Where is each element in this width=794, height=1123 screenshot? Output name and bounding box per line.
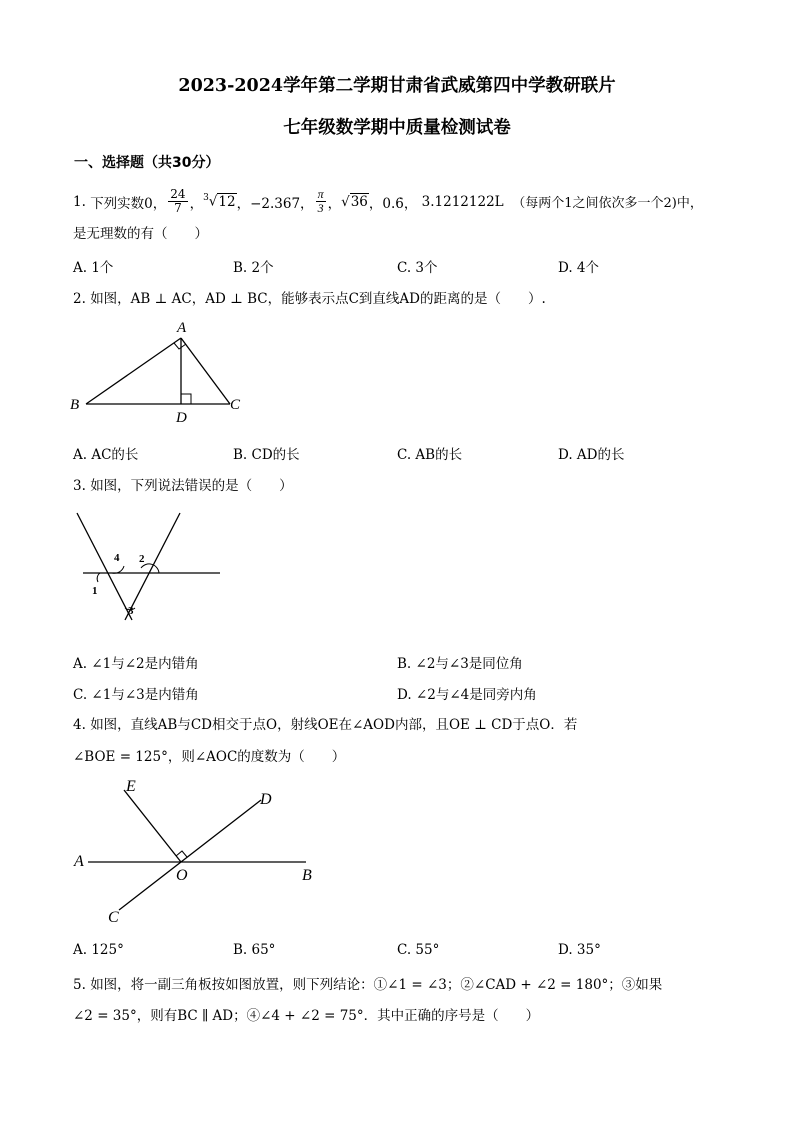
label-d: D — [176, 410, 187, 426]
question-number: 3. — [73, 478, 86, 494]
q1-number-string: 3.1212122L — [421, 193, 504, 210]
q1-note: （每两个1之间依次多一个2)中， — [512, 196, 703, 211]
label-b: B — [302, 867, 312, 884]
question-5-stem — [73, 973, 662, 993]
right-angle-mark-o — [176, 851, 187, 857]
q2-option-d[interactable]: D. AD的长 — [558, 447, 625, 463]
segment-ab — [86, 338, 181, 404]
label-e: E — [126, 778, 136, 795]
q4-option-d[interactable]: D. 35° — [558, 942, 601, 958]
label-4: 4 — [114, 552, 120, 564]
radicand: 36 — [350, 193, 368, 210]
question-number: 2. — [73, 291, 86, 307]
q2-triangle-figure — [60, 316, 260, 426]
label-3: 3 — [128, 605, 134, 617]
q5-text-b: ∠2 = 35°，则有BC ∥ AD；④∠4 + ∠2 = 75°．其中正确的序号是（ ） — [73, 1008, 540, 1024]
q1-text-b: 是无理数的有（ ） — [73, 226, 208, 242]
q4-text-a: 如图，直线AB与CD相交于点O，射线OE在∠AOD内部，且OE ⊥ CD于点O．若 — [90, 717, 578, 733]
question-number: 4. — [73, 717, 86, 733]
question-number: 5. — [73, 977, 86, 993]
ray-oe — [124, 790, 181, 862]
q3-option-b[interactable]: B. ∠2与∠3是同位角 — [397, 656, 523, 672]
label-o: O — [176, 867, 188, 884]
question-number: 1. — [73, 193, 86, 210]
q3-lines-figure — [70, 508, 230, 626]
q4-text-b: ∠BOE = 125°，则∠AOC的度数为（ ） — [73, 749, 346, 765]
label-c: C — [108, 909, 119, 926]
q5-text-a: 如图，将一副三角板按如图放置，则下列结论：①∠1 = ∠3；②∠CAD + ∠2 = 180°；③如果 — [90, 977, 663, 993]
q1-text-a: 下列实数0， — [90, 195, 167, 212]
right-line — [125, 513, 180, 620]
label-a: A — [177, 320, 187, 336]
q3-text: 如图，下列说法错误的是（ ） — [90, 478, 293, 494]
fraction-24-7 — [168, 188, 187, 215]
right-angle-mark-d — [181, 394, 191, 404]
angle-4-arc — [112, 566, 124, 573]
q2-option-c[interactable]: C. AB的长 — [397, 447, 463, 463]
q2-option-a[interactable]: A. AC的长 — [73, 447, 139, 463]
root-index: 3 — [203, 193, 209, 204]
label-c: C — [230, 397, 241, 413]
radicand: 12 — [218, 193, 236, 210]
repeating-decimal: 0.6̇， — [382, 195, 418, 212]
q4-intersecting-lines-figure — [66, 772, 326, 932]
question-4-stem — [73, 713, 577, 733]
line-cd — [119, 800, 261, 910]
q3-option-a[interactable]: A. ∠1与∠2是内错角 — [73, 656, 199, 672]
q1-option-a[interactable]: A. 1个 — [73, 260, 114, 276]
q1-option-b[interactable]: B. 2个 — [233, 260, 274, 276]
q1-option-c[interactable]: C. 3个 — [397, 260, 438, 276]
question-3-stem — [73, 474, 293, 494]
question-1-stem: 1. 下列实数0， $\frac{24}{7}$ ， $^3$√12 ，−2.367， $\frac{\pi}{3}$ ， √36 ， 0.6̇， 3.1212122L （每两个1之间依次多一个2)中， — [73, 187, 703, 215]
q3-option-c[interactable]: C. ∠1与∠3是内错角 — [73, 687, 199, 703]
section-title: 一、选择题（共30分） — [74, 155, 220, 171]
q4-option-a[interactable]: A. 125° — [73, 942, 124, 958]
numerator: π — [317, 187, 324, 201]
angle-1-arc — [97, 573, 100, 582]
denominator: 3 — [317, 201, 324, 215]
denominator: 7 — [174, 201, 182, 215]
q1-option-d[interactable]: D. 4个 — [558, 260, 600, 276]
square-root: √36 — [341, 193, 368, 210]
q2-option-b[interactable]: B. CD的长 — [233, 447, 300, 463]
question-2-stem — [73, 287, 546, 307]
exam-title-line2: 七年级数学期中质量检测试卷 — [283, 118, 511, 138]
label-d: D — [260, 791, 272, 808]
label-1: 1 — [92, 585, 98, 597]
exam-title-line1: 2023-2024学年第二学期甘肃省武威第四中学教研联片 — [178, 76, 616, 96]
label-2: 2 — [139, 553, 145, 565]
q1-negative-number: ，−2.367， — [236, 195, 314, 212]
right-angle-mark-a — [174, 343, 186, 349]
q4-option-c[interactable]: C. 55° — [397, 942, 440, 958]
label-b: B — [70, 397, 80, 413]
label-a: A — [74, 853, 84, 870]
cube-root: $^3$√12 — [203, 193, 236, 210]
numerator: 24 — [170, 187, 186, 201]
fraction-pi-3 — [316, 188, 326, 215]
q2-text: 如图，AB ⊥ AC，AD ⊥ BC，能够表示点C到直线AD的距离的是（ ）. — [90, 291, 546, 307]
q4-option-b[interactable]: B. 65° — [233, 942, 276, 958]
q3-option-d[interactable]: D. ∠2与∠4是同旁内角 — [397, 687, 537, 703]
